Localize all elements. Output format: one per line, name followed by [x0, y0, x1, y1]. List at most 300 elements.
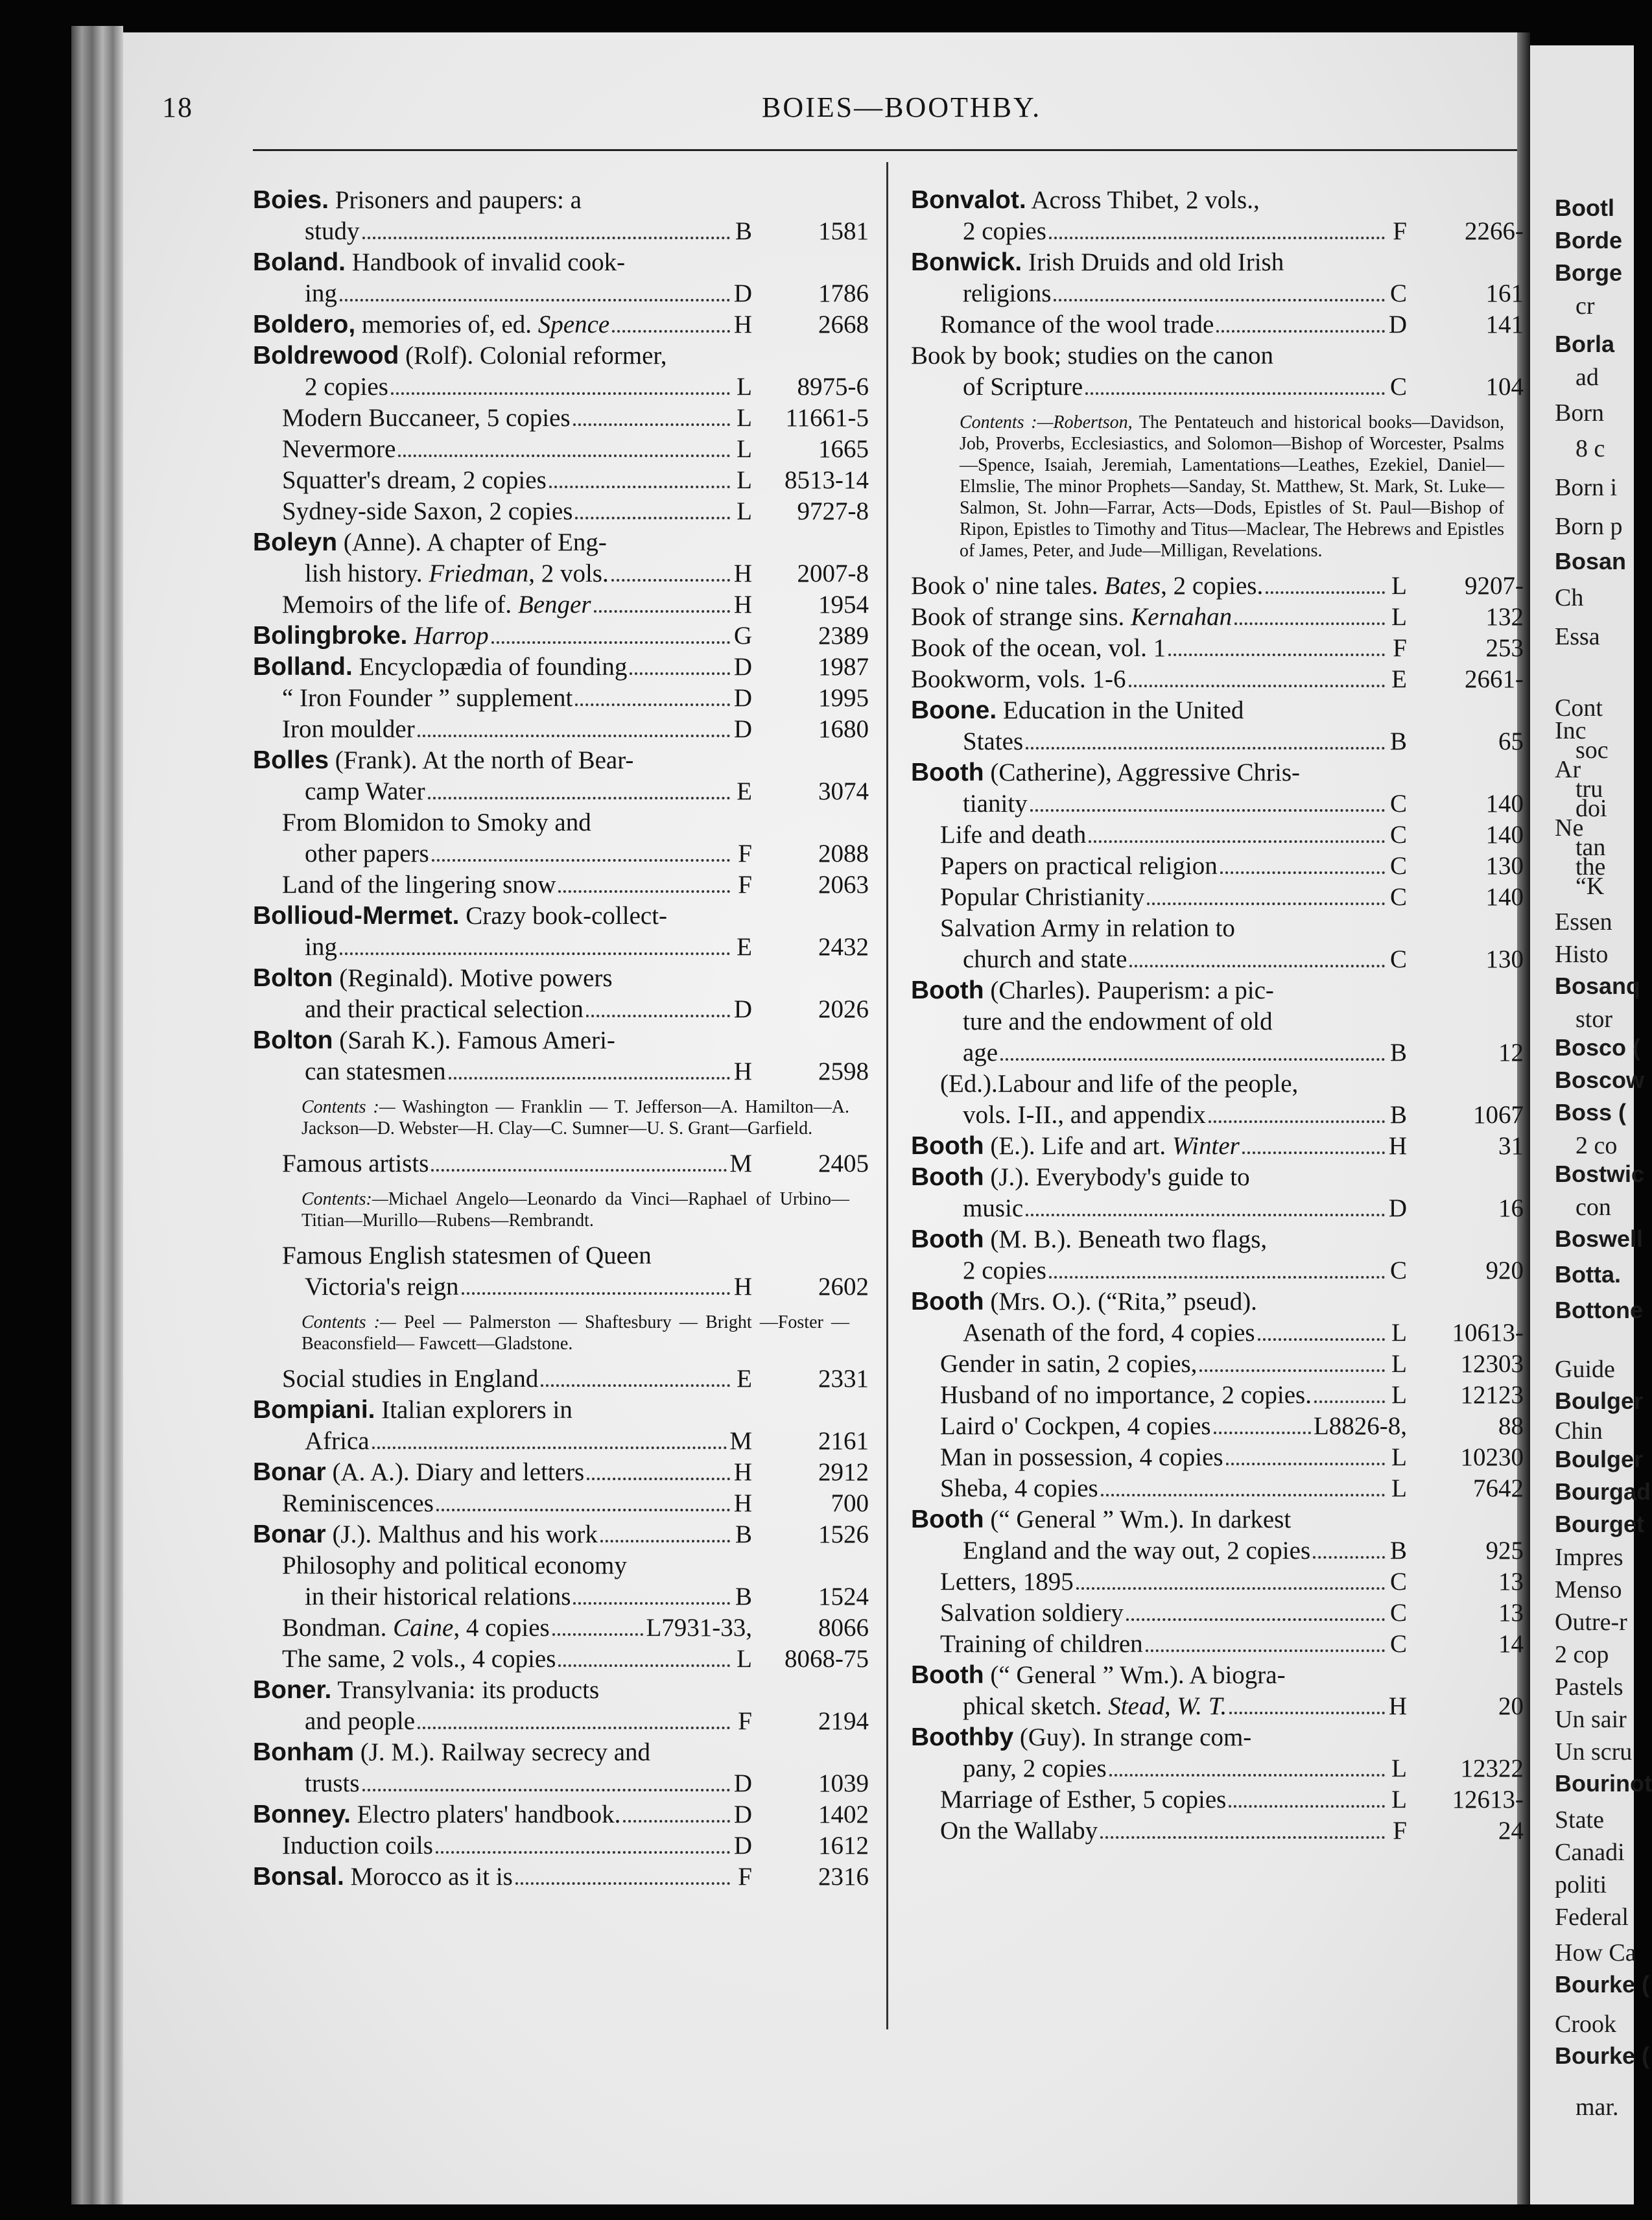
- entry-title: (Ed.).: [940, 1070, 998, 1098]
- catalog-entry: [911, 757, 1524, 820]
- leader-dots: [594, 610, 730, 613]
- facing-page-text: Un scru: [1555, 1738, 1633, 1765]
- entry-heading: Boldero,: [253, 311, 356, 338]
- facing-page-text: ad: [1575, 364, 1599, 391]
- entry-title: (Mrs. O.). (“Rita,” pseud).: [990, 1288, 1257, 1316]
- entry-heading: Bolton: [253, 1026, 333, 1054]
- leader-dots: [587, 1478, 730, 1480]
- catalog-entry: [253, 465, 869, 496]
- leader-dots: [1258, 1338, 1385, 1341]
- entry-title-cont: and their practical selection: [305, 995, 584, 1023]
- catalog-number: 1526: [818, 1520, 869, 1548]
- entry-heading: Bolingbroke.: [253, 622, 408, 650]
- catalog-entry: [253, 434, 869, 465]
- leader-dots: [1030, 809, 1385, 812]
- entry-line: [911, 602, 1524, 633]
- shelf-location: L: [1391, 1786, 1407, 1813]
- catalog-entry: [911, 1069, 1524, 1131]
- facing-page-text: State: [1555, 1806, 1604, 1834]
- entry-author: Benger: [517, 591, 591, 619]
- leader-dots: [573, 423, 730, 426]
- entry-title-cont: and people: [305, 1707, 416, 1735]
- entry-title-cont: church and state: [963, 945, 1127, 973]
- entry-title-cont: tianity: [963, 790, 1028, 818]
- entry-text: [253, 745, 633, 776]
- entry-line: [911, 1162, 1524, 1193]
- entry-line: [253, 527, 869, 558]
- entry-line: [253, 247, 869, 278]
- entry-heading: Booth: [911, 1506, 984, 1533]
- entry-line: [911, 664, 1524, 695]
- catalog-entry: [911, 1286, 1524, 1349]
- shelf-location: D: [733, 1769, 752, 1797]
- leader-dots: [1234, 622, 1385, 625]
- entry-text: [253, 620, 489, 652]
- shelf-location: L: [1391, 1319, 1407, 1347]
- shelf-location: D: [733, 684, 752, 712]
- facing-page-text: Bootl: [1555, 195, 1614, 221]
- catalog-number: 8975-6: [797, 373, 869, 401]
- entry-line: [911, 571, 1524, 602]
- catalog-entry: [253, 1799, 869, 1830]
- facing-page-text: Impres: [1555, 1544, 1623, 1571]
- leader-dots: [1209, 1120, 1385, 1123]
- catalog-entry: [253, 1087, 869, 1148]
- catalog-entry: [911, 571, 1524, 602]
- entry-text: [911, 1660, 1286, 1691]
- catalog-entry: [253, 340, 869, 403]
- entry-text: [911, 1224, 1267, 1255]
- entry-text: [282, 1644, 556, 1675]
- catalog-number: 1954: [818, 591, 869, 619]
- entry-heading: Bollioud-Mermet.: [253, 902, 460, 930]
- entry-line: [911, 882, 1524, 913]
- catalog-entry: [911, 882, 1524, 913]
- catalog-entry: [253, 1240, 869, 1303]
- entry-title-cont: 2 copies: [963, 217, 1046, 245]
- entry-text: [940, 820, 1086, 851]
- shelf-location: D: [1388, 311, 1407, 338]
- leader-dots: [623, 1820, 730, 1823]
- entry-text: [940, 1069, 1298, 1100]
- catalog-number: 1067: [1473, 1101, 1524, 1129]
- catalog-number: 9207-: [1465, 572, 1524, 600]
- entry-line: [911, 975, 1524, 1006]
- entry-text: [940, 1411, 1211, 1442]
- entry-line: [253, 807, 869, 838]
- entry-line-cont: [253, 932, 869, 963]
- entry-line: [911, 1442, 1524, 1473]
- catalog-entry: [253, 309, 869, 340]
- leader-dots: [398, 455, 730, 457]
- entry-title: Social studies in England: [282, 1365, 539, 1393]
- catalog-number: 24: [1498, 1817, 1524, 1845]
- entry-line: [911, 1815, 1524, 1847]
- catalog-entry: [911, 1566, 1524, 1598]
- entry-line: [253, 1488, 869, 1519]
- shelf-location: H: [733, 591, 752, 619]
- catalog-entry: [253, 620, 869, 652]
- shelf-location: B: [1389, 727, 1407, 755]
- facing-page-text: Borge: [1555, 259, 1623, 286]
- entry-title-cont: ing: [305, 279, 337, 307]
- entry-line-cont: [253, 558, 869, 589]
- entry-line: [253, 1148, 869, 1179]
- catalog-entry: [911, 1380, 1524, 1411]
- leader-dots: [340, 299, 730, 301]
- leader-dots: [362, 1789, 730, 1791]
- shelf-location: H: [733, 1489, 752, 1517]
- entry-text: [940, 1629, 1143, 1660]
- facing-page-text: Histo: [1555, 941, 1609, 968]
- entry-line-cont: [911, 944, 1524, 975]
- catalog-number: 1524: [818, 1583, 869, 1611]
- catalog-number: 16: [1498, 1194, 1524, 1222]
- entry-text: [282, 1364, 538, 1395]
- facing-page-text: Bottone: [1555, 1297, 1643, 1323]
- entry-heading: Bonney.: [253, 1801, 351, 1828]
- entry-text: [911, 1504, 1291, 1535]
- entry-line: [911, 1598, 1524, 1629]
- entry-line: [253, 652, 869, 683]
- entry-line: [253, 1519, 869, 1550]
- catalog-number: 2602: [818, 1273, 869, 1301]
- entry-heading: Boies.: [253, 186, 329, 214]
- entry-line: [911, 247, 1524, 278]
- catalog-number: 14: [1498, 1630, 1524, 1658]
- leader-dots: [1229, 1805, 1385, 1808]
- entry-title: Papers on practical religion: [940, 852, 1218, 880]
- entry-line: [253, 309, 869, 340]
- entry-title-cont: vols. I-II., and appendix: [963, 1101, 1206, 1129]
- entry-text: [253, 1025, 615, 1056]
- shelf-location: L: [1391, 1754, 1407, 1782]
- facing-page-text: stor: [1575, 1006, 1612, 1033]
- shelf-location: B: [735, 1583, 752, 1611]
- catalog-entry: [253, 652, 869, 683]
- shelf-location: E: [737, 933, 752, 961]
- leader-dots: [1100, 1836, 1385, 1839]
- entry-heading: Boland.: [253, 248, 346, 276]
- catalog-number: 2661-: [1465, 665, 1524, 693]
- entry-text: [940, 1815, 1098, 1847]
- shelf-location: E: [737, 777, 752, 805]
- leader-dots: [1085, 392, 1385, 395]
- catalog-number: 1612: [818, 1832, 869, 1860]
- entry-title: (J. M.). Railway secrecy and: [360, 1738, 651, 1766]
- entry-line: [911, 1473, 1524, 1504]
- entry-title-cont: age: [963, 1039, 998, 1067]
- shelf-location: H: [733, 1273, 752, 1301]
- entry-text-cont: [305, 1768, 360, 1799]
- entry-heading: Boldrewood: [253, 342, 399, 370]
- catalog-entry: [911, 664, 1524, 695]
- entry-text: [282, 683, 572, 714]
- entry-line: [911, 1069, 1524, 1100]
- entry-text: [253, 247, 625, 278]
- shelf-location: B: [1389, 1039, 1407, 1067]
- entry-text: [911, 1131, 1240, 1162]
- entry-title-cont: Africa: [305, 1427, 370, 1455]
- shelf-location: H: [733, 311, 752, 338]
- facing-page-text: Bostwic: [1555, 1161, 1645, 1187]
- shelf-location: C: [1389, 883, 1407, 911]
- contents-label: Contents:—: [301, 1189, 388, 1209]
- entry-line: [253, 465, 869, 496]
- shelf-location: H: [733, 1057, 752, 1085]
- shelf-location: L: [737, 1645, 752, 1673]
- entry-text: [911, 247, 1284, 278]
- catalog-number: 2405: [818, 1150, 869, 1177]
- catalog-entry: [911, 1162, 1524, 1224]
- catalog-number: 2088: [818, 840, 869, 868]
- entry-text-cont: [305, 1581, 571, 1612]
- entry-text: [940, 851, 1218, 882]
- entry-text-cont: [963, 1193, 1023, 1224]
- shelf-location: H: [733, 560, 752, 587]
- shelf-location: L: [737, 497, 752, 525]
- entry-text-cont: [963, 1691, 1227, 1722]
- contents-note: [253, 1087, 869, 1148]
- entry-title: (A. A.). Diary and letters: [332, 1458, 585, 1486]
- catalog-entry: [253, 1457, 869, 1488]
- catalog-entry: [253, 1737, 869, 1799]
- entry-title: Iron moulder: [282, 715, 415, 743]
- column-divider: [886, 162, 888, 2029]
- entry-title-cont: 2 copies: [963, 1257, 1046, 1284]
- catalog-number: 2389: [818, 622, 869, 650]
- leader-dots: [432, 859, 730, 862]
- entry-title: Laird o' Cockpen, 4 copies: [940, 1412, 1211, 1440]
- entry-title: Squatter's dream, 2 copies: [282, 466, 547, 494]
- entry-title: Bookworm, vols. 1-6: [911, 665, 1126, 693]
- catalog-entry: [911, 1224, 1524, 1286]
- entry-line: [253, 1737, 869, 1768]
- facing-page-text: tan: [1575, 834, 1606, 861]
- shelf-location: B: [735, 1520, 752, 1548]
- entry-text-cont: [963, 278, 1051, 309]
- running-head: BOIES—BOOTHBY.: [762, 91, 1042, 123]
- shelf-location: D: [733, 279, 752, 307]
- shelf-location: L: [1391, 1443, 1407, 1471]
- catalog-number: 13: [1498, 1599, 1524, 1627]
- facing-page-text: Un sair: [1555, 1706, 1627, 1733]
- entry-text: [282, 869, 556, 901]
- entry-heading: Bolland.: [253, 653, 353, 681]
- leader-dots: [418, 735, 730, 737]
- leader-dots: [436, 1851, 730, 1854]
- catalog-entry: [911, 185, 1524, 247]
- facing-page-text: tru: [1575, 775, 1603, 803]
- entry-title: Prisoners and paupers: a: [335, 186, 582, 214]
- entry-line-cont: [253, 216, 869, 247]
- entry-heading: Booth: [911, 1225, 984, 1253]
- catalog-entry: [911, 1722, 1524, 1784]
- facing-page-text: Ar: [1555, 756, 1581, 783]
- entry-line: [253, 1612, 869, 1644]
- catalog-entry: [253, 963, 869, 1025]
- entry-heading: Boothby: [911, 1723, 1014, 1751]
- entry-line: [911, 1629, 1524, 1660]
- leader-dots: [573, 1602, 730, 1605]
- entry-line: [911, 340, 1524, 372]
- entry-line: [911, 757, 1524, 788]
- entry-text-cont: [305, 372, 388, 403]
- shelf-location: F: [738, 1707, 752, 1735]
- entry-title: (“ General ” Wm.). In darkest: [990, 1506, 1292, 1533]
- facing-page-text: Bourget: [1555, 1511, 1644, 1537]
- entry-text: [253, 1675, 599, 1706]
- facing-page-text: Bosanq: [1555, 973, 1641, 999]
- catalog-entry: [911, 1598, 1524, 1629]
- leader-dots: [449, 1077, 730, 1080]
- catalog-number: 1680: [818, 715, 869, 743]
- entry-title: Book by book; studies on the canon: [911, 342, 1273, 370]
- catalog-entry: [253, 1675, 869, 1737]
- entry-author: Friedman: [429, 560, 529, 587]
- catalog-number: 12322: [1460, 1754, 1524, 1782]
- entry-title: Romance of the wool trade: [940, 311, 1214, 338]
- leader-dots: [575, 517, 730, 519]
- catalog-number: 104: [1485, 373, 1524, 401]
- entry-line: [253, 1395, 869, 1426]
- catalog-entry: [911, 602, 1524, 633]
- catalog-entry: [911, 975, 1524, 1069]
- facing-page-text: Borde: [1555, 227, 1623, 254]
- entry-text-cont: [305, 932, 337, 963]
- catalog-number: 12123: [1460, 1381, 1524, 1409]
- facing-page-text: Born: [1555, 399, 1604, 427]
- entry-text: [940, 1566, 1074, 1598]
- entry-line: [253, 745, 869, 776]
- catalog-entry: [253, 1550, 869, 1612]
- shelf-location: C: [1389, 790, 1407, 818]
- entry-text: [940, 1349, 1197, 1380]
- entry-title-cont: , 2 vols.: [528, 560, 609, 587]
- facing-page-text: 8 c: [1575, 435, 1605, 462]
- facing-page-text: Chin: [1555, 1417, 1603, 1445]
- shelf-location: L: [1391, 603, 1407, 631]
- entry-title: Crazy book-collect-: [466, 902, 668, 930]
- entry-title: Famous artists: [282, 1150, 429, 1177]
- entry-text: [940, 309, 1214, 340]
- shelf-location: D: [1388, 1194, 1407, 1222]
- facing-page-text: Menso: [1555, 1576, 1622, 1603]
- catalog-entry: [911, 403, 1524, 571]
- entry-title: Husband of no importance, 2 copies.: [940, 1381, 1312, 1409]
- entry-heading: Booth: [911, 1163, 984, 1191]
- catalog-entry: [911, 1442, 1524, 1473]
- catalog-entry: [911, 1411, 1524, 1442]
- entry-line-cont: [253, 1706, 869, 1737]
- entry-line: [253, 1799, 869, 1830]
- leader-dots: [558, 890, 730, 893]
- entry-title: Marriage of Esther, 5 copies: [940, 1786, 1227, 1813]
- leader-dots: [1101, 1494, 1385, 1496]
- entry-text: [940, 913, 1235, 944]
- catalog-entry: [911, 820, 1524, 851]
- entry-title: Land of the lingering snow: [282, 871, 556, 899]
- entry-line: [253, 185, 869, 216]
- entry-text-cont: [963, 216, 1046, 247]
- leader-dots: [1266, 591, 1385, 594]
- shelf-location: D: [733, 1832, 752, 1860]
- entry-line: [911, 1349, 1524, 1380]
- entry-text: [282, 403, 571, 434]
- entry-text: [911, 1162, 1250, 1193]
- catalog-number: 3074: [818, 777, 869, 805]
- entry-title: Book of the ocean, vol. 1: [911, 634, 1166, 662]
- entry-text: [940, 1598, 1124, 1629]
- entry-line: [253, 403, 869, 434]
- entry-title: (J.). Malthus and his work: [332, 1520, 598, 1548]
- entry-line-cont: [911, 1255, 1524, 1286]
- catalog-entry: [253, 1303, 869, 1364]
- shelf-location: C: [1389, 373, 1407, 401]
- catalog-number: 31: [1498, 1132, 1524, 1160]
- entry-line: [253, 1861, 869, 1893]
- entry-title: Training of children: [940, 1630, 1143, 1658]
- entry-title: Education in the United: [1002, 696, 1244, 724]
- entry-text: [911, 185, 1260, 216]
- leader-dots: [1049, 237, 1385, 239]
- facing-page-text: Botta.: [1555, 1261, 1621, 1288]
- shelf-location: F: [738, 871, 752, 899]
- entry-title-cont: study: [305, 217, 360, 245]
- facing-page-text: mar.: [1575, 2094, 1619, 2121]
- catalog-entry: [911, 1473, 1524, 1504]
- entry-text-cont: [963, 1753, 1107, 1784]
- left-column: [253, 185, 869, 1893]
- entry-heading: Bonvalot.: [911, 186, 1026, 214]
- leader-dots: [1214, 1432, 1311, 1434]
- entry-title: Memoirs of the life of.: [282, 591, 518, 619]
- entry-title: (M. B.). Beneath two flags,: [990, 1225, 1268, 1253]
- catalog-number: 2598: [818, 1057, 869, 1085]
- entry-heading: Booth: [911, 976, 984, 1004]
- catalog-number: 1786: [818, 279, 869, 307]
- leader-dots: [1129, 965, 1385, 967]
- catalog-number: 140: [1485, 883, 1524, 911]
- entry-text-cont: [963, 1535, 1310, 1566]
- shelf-location: F: [738, 840, 752, 868]
- leader-dots: [1049, 1276, 1385, 1279]
- entry-title: (Frank). At the north of Bear-: [335, 746, 634, 774]
- entry-heading: Bonar: [253, 1458, 326, 1486]
- entry-line: [253, 1644, 869, 1675]
- entry-line: [253, 589, 869, 620]
- entry-heading: Bonar: [253, 1520, 326, 1548]
- catalog-entry: [253, 589, 869, 620]
- catalog-entry: [911, 1784, 1524, 1815]
- entry-line: [911, 1784, 1524, 1815]
- entry-line-cont: [911, 1317, 1524, 1349]
- entry-line: [911, 185, 1524, 216]
- facing-page-text: Borla: [1555, 331, 1615, 357]
- facing-page-text: Boulger: [1555, 1446, 1644, 1472]
- leader-dots: [1054, 299, 1385, 301]
- entry-title: Philosophy and political economy: [282, 1552, 627, 1579]
- entry-text-cont: [305, 216, 360, 247]
- entry-line: [911, 820, 1524, 851]
- catalog-entry: [253, 1364, 869, 1395]
- entry-text-cont: [305, 558, 609, 589]
- entry-line-cont: [911, 1100, 1524, 1131]
- entry-title-cont: pany, 2 copies: [963, 1754, 1107, 1782]
- shelf-location: L: [737, 466, 752, 494]
- entry-text-cont: [305, 1271, 459, 1303]
- entry-text: [940, 1380, 1312, 1411]
